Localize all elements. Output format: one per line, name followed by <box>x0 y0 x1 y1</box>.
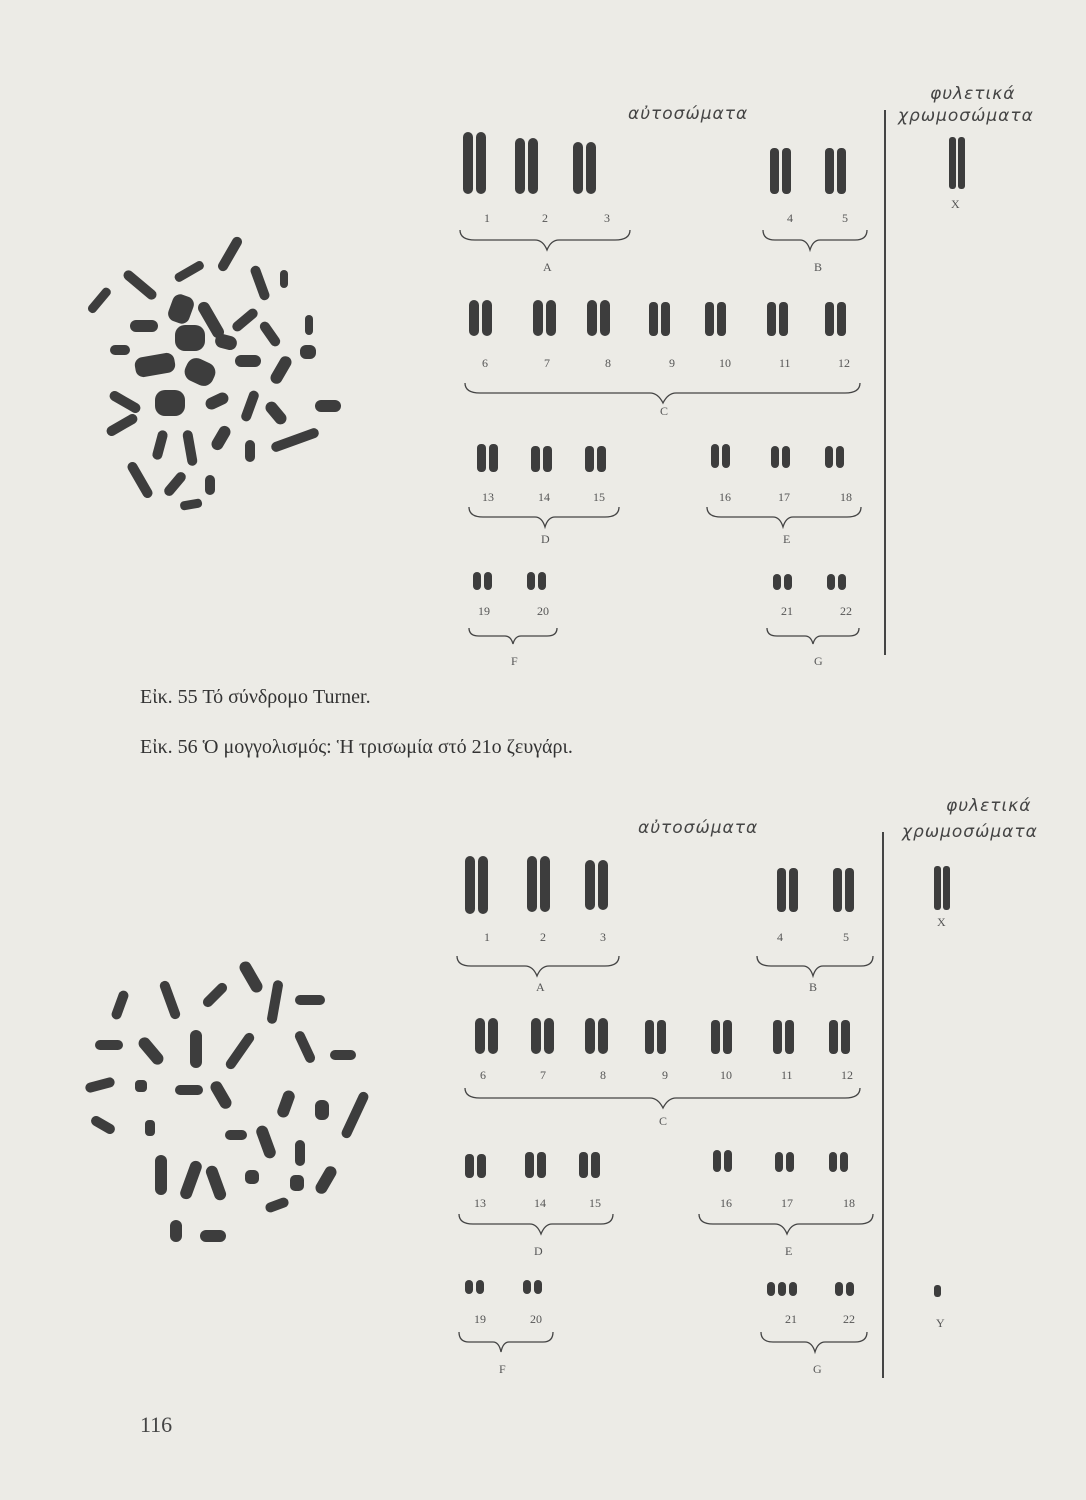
chromosome-number: 20 <box>530 1312 542 1326</box>
chromosome-number: 18 <box>843 1196 855 1210</box>
sex-chromosomes-label-line2: χρωμοσώματα <box>902 822 1038 842</box>
chromosome-number: 3 <box>600 930 606 944</box>
chromosome-number: 4 <box>787 211 793 225</box>
chromosome-number: 18 <box>840 490 852 504</box>
group-label: F <box>499 1362 506 1376</box>
chromosome-x-glyph <box>942 135 972 195</box>
metaphase-spread-image <box>75 950 375 1270</box>
chromosome-number: 19 <box>474 1312 486 1326</box>
group-label: B <box>809 980 818 994</box>
chromosome-number: 13 <box>482 490 494 504</box>
chromosome-number: 8 <box>600 1068 606 1082</box>
chromosome-x-glyph <box>928 862 958 922</box>
chromosome-number: 5 <box>843 930 849 944</box>
chromosome-number: 21 <box>785 1312 797 1326</box>
chromosome-number: 19 <box>478 604 490 618</box>
chromosome-number: 14 <box>538 490 550 504</box>
group-label: A <box>536 980 545 994</box>
sex-chromosome-y: Y <box>936 1316 945 1330</box>
chromosome-number: 7 <box>544 356 550 370</box>
group-label: E <box>783 532 791 546</box>
chromosome-number: 15 <box>593 490 605 504</box>
chromosome-number: 6 <box>480 1068 486 1082</box>
chromosome-number: 5 <box>842 211 848 225</box>
chromosome-number: 8 <box>605 356 611 370</box>
group-label: F <box>511 654 518 668</box>
group-label: G <box>814 654 823 668</box>
sex-chromosome-x: X <box>937 915 946 929</box>
karyotype-turner <box>455 128 885 673</box>
chromosome-number: 9 <box>669 356 675 370</box>
group-label: D <box>534 1244 543 1258</box>
chromosome-number: 17 <box>778 490 790 504</box>
sex-chromosome-x: X <box>951 197 960 211</box>
autosomes-label: αὐτοσώματα <box>638 818 759 838</box>
group-label: C <box>660 404 669 418</box>
chromosome-y-glyph <box>928 1282 948 1302</box>
chromosome-number: 12 <box>838 356 850 370</box>
page-number: 116 <box>140 1412 173 1437</box>
group-label: C <box>659 1114 668 1128</box>
karyotype-down-syndrome <box>455 850 885 1380</box>
chromosome-number: 10 <box>719 356 731 370</box>
group-label: A <box>543 260 552 274</box>
sex-chromosomes-label-line1: φυλετικά <box>946 796 1032 816</box>
group-label: E <box>785 1244 793 1258</box>
chromosome-number: 10 <box>720 1068 732 1082</box>
group-braces <box>460 230 867 644</box>
group-label: D <box>541 532 550 546</box>
chromosome-number: 22 <box>843 1312 855 1326</box>
metaphase-spread-image <box>75 225 365 525</box>
caption-fig56: Εἰκ. 56 Ὁ μογγολισμός: Ἡ τρισωμία στό 21ο ζευγάρι. <box>140 736 573 758</box>
chromosome-number: 16 <box>719 490 731 504</box>
chromosome-number: 14 <box>534 1196 546 1210</box>
autosomes-label: αὐτοσώματα <box>628 104 749 124</box>
chromosome-number: 22 <box>840 604 852 618</box>
chromosome-number: 1 <box>484 930 490 944</box>
chromosome-number: 12 <box>841 1068 853 1082</box>
chromosome-glyphs <box>465 856 854 1296</box>
chromosome-number: 11 <box>779 356 791 370</box>
caption-fig55: Εἰκ. 55 Τό σύνδρομο Turner. <box>140 686 371 708</box>
chromosome-number: 20 <box>537 604 549 618</box>
group-label: G <box>813 1362 822 1376</box>
chromosome-number: 6 <box>482 356 488 370</box>
chromosome-number: 21 <box>781 604 793 618</box>
group-braces <box>457 956 873 1352</box>
chromosome-number: 13 <box>474 1196 486 1210</box>
chromosome-number: 2 <box>540 930 546 944</box>
sex-chromosomes-label-line1: φυλετικά <box>930 84 1016 104</box>
chromosome-number: 11 <box>781 1068 793 1082</box>
chromosome-number: 17 <box>781 1196 793 1210</box>
chromosome-number: 15 <box>589 1196 601 1210</box>
chromosome-number: 7 <box>540 1068 546 1082</box>
chromosome-number: 1 <box>484 211 490 225</box>
chromosome-number: 16 <box>720 1196 732 1210</box>
chromosome-number: 4 <box>777 930 783 944</box>
chromosome-number: 3 <box>604 211 610 225</box>
group-label: B <box>814 260 823 274</box>
chromosome-number: 9 <box>662 1068 668 1082</box>
sex-chromosomes-label-line2: χρωμοσώματα <box>898 106 1034 126</box>
chromosome-number: 2 <box>542 211 548 225</box>
